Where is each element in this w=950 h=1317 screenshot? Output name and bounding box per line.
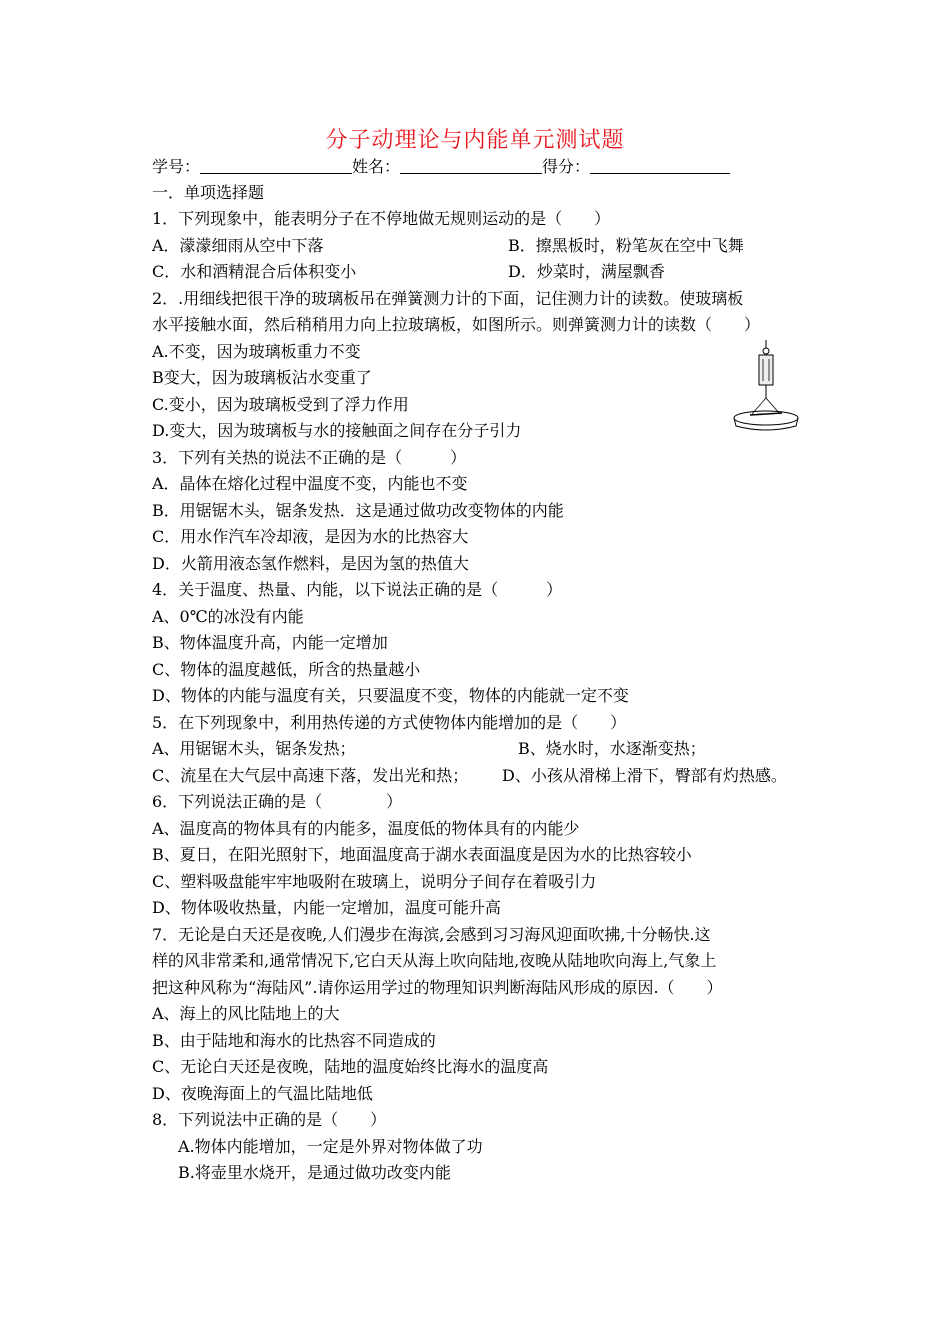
q3-option-d: D．火箭用液态氢作燃料，是因为氢的热值大 bbox=[152, 554, 469, 573]
q4-option-a: A、0℃的冰没有内能 bbox=[152, 607, 304, 626]
q3-option-c: C．用水作汽车冷却液，是因为水的比热容大 bbox=[152, 527, 469, 546]
q3-stem: 3．下列有关热的说法不正确的是（ ） bbox=[152, 448, 467, 467]
q2-stem-line1: 2．.用细线把很干净的玻璃板吊在弹簧测力计的下面，记住测力计的读数。使玻璃板 bbox=[152, 289, 744, 308]
q4-option-d: D、物体的内能与温度有关，只要温度不变，物体的内能就一定不变 bbox=[152, 686, 629, 705]
q5-option-c: C、流星在大气层中高速下落，发出光和热； bbox=[152, 766, 469, 785]
student-no-field[interactable] bbox=[200, 157, 352, 174]
q7-option-b: B、由于陆地和海水的比热容不同造成的 bbox=[152, 1031, 436, 1050]
q7-stem-line2: 样的风非常柔和,通常情况下,它白天从海上吹向陆地,夜晚从陆地吹向海上,气象上 bbox=[152, 951, 717, 970]
q6-option-a: A、温度高的物体具有的内能多，温度低的物体具有的内能少 bbox=[152, 819, 580, 838]
q6-stem: 6．下列说法正确的是（ ） bbox=[152, 792, 403, 811]
q7-option-a: A、海上的风比陆地上的大 bbox=[152, 1004, 340, 1023]
q3-option-a: A．晶体在熔化过程中温度不变，内能也不变 bbox=[152, 474, 468, 493]
section-heading: 一．单项选择题 bbox=[152, 183, 265, 202]
score-field[interactable] bbox=[590, 157, 730, 174]
q8-stem: 8．下列说法中正确的是（ ） bbox=[152, 1110, 387, 1129]
q5-option-a: A、用锯锯木头，锯条发热； bbox=[152, 739, 356, 758]
q5-option-d: D、小孩从滑梯上滑下，臀部有灼热感。 bbox=[502, 766, 787, 785]
q2-option-c: C.变小，因为玻璃板受到了浮力作用 bbox=[152, 395, 409, 414]
header-fields bbox=[152, 156, 730, 178]
q6-option-c: C、塑料吸盘能牢牢地吸附在玻璃上，说明分子间存在着吸引力 bbox=[152, 872, 597, 891]
name-label: 姓名： bbox=[352, 157, 401, 176]
q2-option-d: D.变大，因为玻璃板与水的接触面之间存在分子引力 bbox=[152, 421, 522, 440]
q7-option-d: D、夜晚海面上的气温比陆地低 bbox=[152, 1084, 373, 1103]
q6-option-d: D、物体吸收热量，内能一定增加，温度可能升高 bbox=[152, 898, 501, 917]
q4-option-b: B、物体温度升高，内能一定增加 bbox=[152, 633, 388, 652]
q7-option-c: C、无论白天还是夜晚，陆地的温度始终比海水的温度高 bbox=[152, 1057, 549, 1076]
q4-option-c: C、物体的温度越低，所含的热量越小 bbox=[152, 660, 421, 679]
page-title: 分子动理论与内能单元测试题 bbox=[325, 128, 625, 153]
name-field[interactable] bbox=[400, 157, 542, 174]
q2-option-b: B变大，因为玻璃板沾水变重了 bbox=[152, 368, 372, 387]
q2-option-a: A.不变，因为玻璃板重力不变 bbox=[152, 342, 361, 361]
q1-option-d: D．炒菜时，满屋飘香 bbox=[508, 262, 665, 281]
score-label: 得分： bbox=[542, 157, 591, 176]
q4-stem: 4．关于温度、热量、内能，以下说法正确的是（ ） bbox=[152, 580, 563, 599]
q5-option-b: B、烧水时，水逐渐变热； bbox=[518, 739, 706, 758]
q1-option-c: C．水和酒精混合后体积变小 bbox=[152, 262, 357, 281]
q1-option-b: B．擦黑板时，粉笔灰在空中飞舞 bbox=[508, 236, 744, 255]
q5-stem: 5．在下列现象中，利用热传递的方式使物体内能增加的是（ ） bbox=[152, 713, 627, 732]
q3-option-b: B．用锯锯木头，锯条发热．这是通过做功改变物体的内能 bbox=[152, 501, 564, 520]
q1-option-a: A．濛濛细雨从空中下落 bbox=[152, 236, 324, 255]
student-no-label: 学号： bbox=[152, 157, 201, 176]
q7-stem-line3: 把这种风称为“海陆风”.请你运用学过的物理知识判断海陆风形成的原因.（ ） bbox=[152, 978, 723, 997]
q8-option-a: A.物体内能增加，一定是外界对物体做了功 bbox=[178, 1137, 483, 1156]
q8-option-b: B.将壶里水烧开，是通过做功改变内能 bbox=[178, 1163, 451, 1182]
q1-stem: 1．下列现象中，能表明分子在不停地做无规则运动的是（ ） bbox=[152, 209, 611, 228]
q2-stem-line2: 水平接触水面，然后稍稍用力向上拉玻璃板，如图所示。则弹簧测力计的读数（ ） bbox=[152, 315, 761, 334]
spring-scale-figure bbox=[728, 338, 804, 434]
q6-option-b: B、夏日，在阳光照射下，地面温度高于湖水表面温度是因为水的比热容较小 bbox=[152, 845, 692, 864]
q7-stem-line1: 7．无论是白天还是夜晚,人们漫步在海滨,会感到习习海风迎面吹拂,十分畅快.这 bbox=[152, 925, 711, 944]
